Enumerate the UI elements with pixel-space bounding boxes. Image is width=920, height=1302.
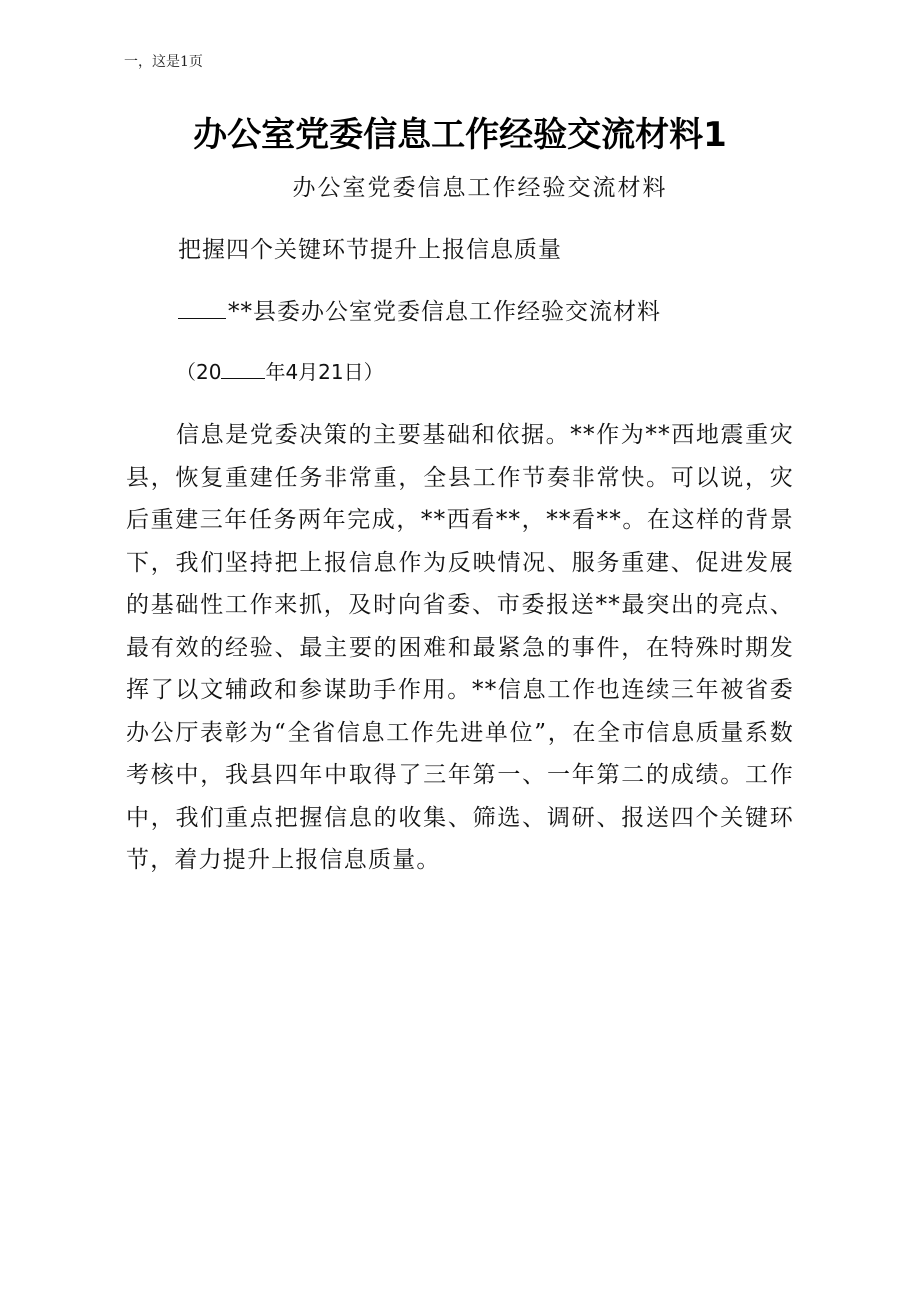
- date-line: [176, 354, 384, 390]
- org-line: [178, 294, 661, 330]
- org-line-text: **县委办公室党委信息工作经验交流材料: [228, 299, 661, 325]
- section-heading: 把握四个关键环节提升上报信息质量: [178, 237, 562, 263]
- date-suffix: 年4月21日）: [265, 360, 384, 384]
- date-blank-underline: [221, 358, 265, 379]
- document-title: 办公室党委信息工作经验交流材料1: [193, 115, 727, 155]
- document-subtitle: 办公室党委信息工作经验交流材料: [292, 175, 668, 201]
- body-paragraph: 信息是党委决策的主要基础和依据。**作为**西地震重灾县，恢复重建任务非常重，全县工作节奏非常快。可以说，灾后重建三年任务两年完成，**西看**，**看**。在这样的背景下，我们坚持把上报信息作为反映情况、服务重建、促进发展的基础性工作来抓，及时向省委、市委报送**最突出的亮点、最有效的经验、最主要的困难和最紧急的事件，在特殊时期发挥了以文辅政和参谋助手作用。**信息工作也连续三年被省委办公厅表彰为“全省信息工作先进单位”，在全市信息质量系数考核中，我县四年中取得了三年第一、一年第二的成绩。工作中，我们重点把握信息的收集、筛选、调研、报送四个关键环节，着力提升上报信息质量。: [126, 422, 794, 873]
- date-prefix: （20: [176, 360, 222, 384]
- blank-underline: [178, 296, 226, 319]
- page-marker: 一，这是1页: [124, 54, 203, 70]
